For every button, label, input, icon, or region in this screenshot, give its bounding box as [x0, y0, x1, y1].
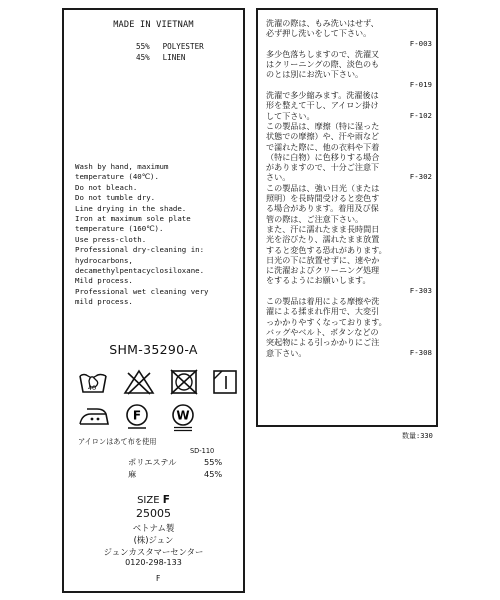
note-line: に洗濯およびクリーニング処理 — [266, 265, 380, 276]
note-line: （特に白物）に色移りする場合 — [266, 151, 380, 162]
note-line: この製品は、摩擦（特に湿った — [266, 120, 380, 131]
size-line — [64, 494, 243, 506]
no-tumble-dry-icon — [169, 368, 199, 396]
note-line: すると変色する恐れがあります。 — [266, 244, 387, 255]
model-number: SHM-35290-A — [109, 342, 198, 357]
wet-clean-w-icon — [169, 403, 197, 433]
note-line: 多少色落ちしますので、洗濯又 — [266, 48, 380, 59]
care-label-left — [62, 8, 245, 593]
note-line: 光を浴びたり、濡れたまま放置 — [266, 234, 380, 245]
note-code: F-003 — [409, 38, 432, 48]
press-cloth-note: アイロンはあて布を使用 — [78, 437, 157, 446]
note-line: 洗濯の際は、もみ洗いはせず、 — [266, 18, 379, 28]
note-code: F-308 — [409, 347, 432, 357]
wash-temp-label: 40 — [87, 384, 97, 392]
note-line: 必ず押し洗いをして下さい。 — [266, 28, 372, 39]
care-line: mild process. — [75, 297, 133, 307]
fiber-jp-pct: 55% — [204, 457, 223, 467]
care-line: hydrocarbons, — [75, 255, 133, 265]
care-line: decamethylpentacyclosiloxane. — [75, 266, 205, 276]
hand-wash-40-icon — [77, 368, 109, 396]
quantity-text: 数量:330 — [402, 432, 433, 440]
company-name: (株)ジュン — [133, 535, 174, 545]
care-instructions-en — [75, 162, 245, 308]
note-line: 照明）を長時間受けると変色す — [266, 193, 380, 204]
care-label-right — [256, 8, 438, 427]
care-line: Use press-cloth. — [75, 234, 147, 244]
origin-jp: ベトナム製 — [132, 523, 175, 533]
note-line: のとは別にお洗い下さい。 — [266, 69, 364, 80]
size-flag: F — [156, 574, 161, 583]
note-line: この製品は、強い日光（または — [266, 182, 380, 193]
fiber-jp-name: ポリエステル — [128, 457, 177, 467]
note-line: 洗濯で多少縮みます。洗濯後は — [266, 90, 379, 101]
size-label: SIZE — [137, 495, 160, 506]
note-line: バッグやベルト、ボタンなどの — [266, 326, 379, 337]
customer-center: ジュンカスタマーセンター — [103, 547, 204, 557]
line-dry-shade-icon — [211, 368, 239, 396]
care-line: Professional wet cleaning very — [75, 286, 209, 296]
note-code: F-303 — [409, 285, 432, 295]
note-line: 濯による揉まれ作用で、大変引 — [266, 306, 380, 317]
wet-clean-letter: W — [176, 408, 190, 423]
fiber-jp-pct: 45% — [204, 469, 223, 479]
note-line: 意下さい。 F-308 — [266, 347, 432, 358]
dry-clean-f-icon — [123, 403, 151, 431]
note-line: がありますので、十分ご注意下 — [266, 162, 380, 173]
note-line: この製品は着用による摩擦や洗 — [266, 296, 380, 307]
care-line: Do not bleach. — [75, 182, 138, 192]
size-value: F — [162, 494, 170, 506]
note-line: 状態での摩擦）や、汗や雨など — [266, 131, 380, 142]
iron-medium-icon — [77, 403, 111, 429]
phone-number: 0120-298-133 — [125, 558, 182, 567]
note-line: っかかりやすくなっております。 — [266, 316, 387, 327]
note-line: をするようにお願いします。 — [266, 275, 371, 286]
care-line: Line drying in the shade. — [75, 203, 187, 213]
care-line: temperature (160℃). — [75, 224, 164, 234]
fiber-jp-name: 麻 — [128, 469, 137, 479]
note-line: 形を整えて干し、アイロン掛け — [266, 100, 379, 111]
note-code: F-302 — [409, 172, 432, 182]
note-line: で濡れた際に、他の衣料や下着 — [266, 141, 380, 152]
care-line: Mild process. — [75, 276, 133, 286]
care-line: Wash by hand, maximum — [75, 162, 169, 171]
note-line: して下さい。 F-102 — [266, 110, 432, 121]
note-line: はクリーニングの際、淡色のも — [266, 59, 380, 70]
note-line: 日光の下に放置せずに、速やか — [266, 254, 380, 265]
note-line: 管の際は、ご注意下さい。 — [266, 213, 364, 224]
care-line: Iron at maximum sole plate — [75, 214, 191, 224]
product-code: 25005 — [136, 507, 171, 520]
note-code: F-102 — [409, 110, 432, 120]
care-line: Do not tumble dry. — [75, 193, 156, 203]
sd-code: SD-110 — [190, 447, 215, 455]
care-line: Professional dry-cleaning in: — [75, 245, 205, 255]
note-line: また、汗に濡れたまま長時間日 — [266, 223, 380, 234]
composition-row: 55% POLYESTER — [136, 42, 204, 51]
note-line: 突起物による引っかかりにご注 — [266, 337, 380, 348]
care-line: temperature (40℃). — [75, 172, 159, 182]
care-notes-jp — [266, 18, 432, 358]
dry-clean-letter: F — [132, 408, 142, 423]
composition-row: 45% LINEN — [136, 53, 186, 62]
made-in-text: MADE IN VIETNAM — [113, 20, 194, 30]
composition — [136, 41, 204, 63]
note-code: F-019 — [409, 79, 432, 89]
no-bleach-icon — [123, 368, 155, 396]
note-line: る場合があります。着用及び保 — [266, 203, 379, 214]
note-line: さい。 F-302 — [266, 172, 432, 183]
